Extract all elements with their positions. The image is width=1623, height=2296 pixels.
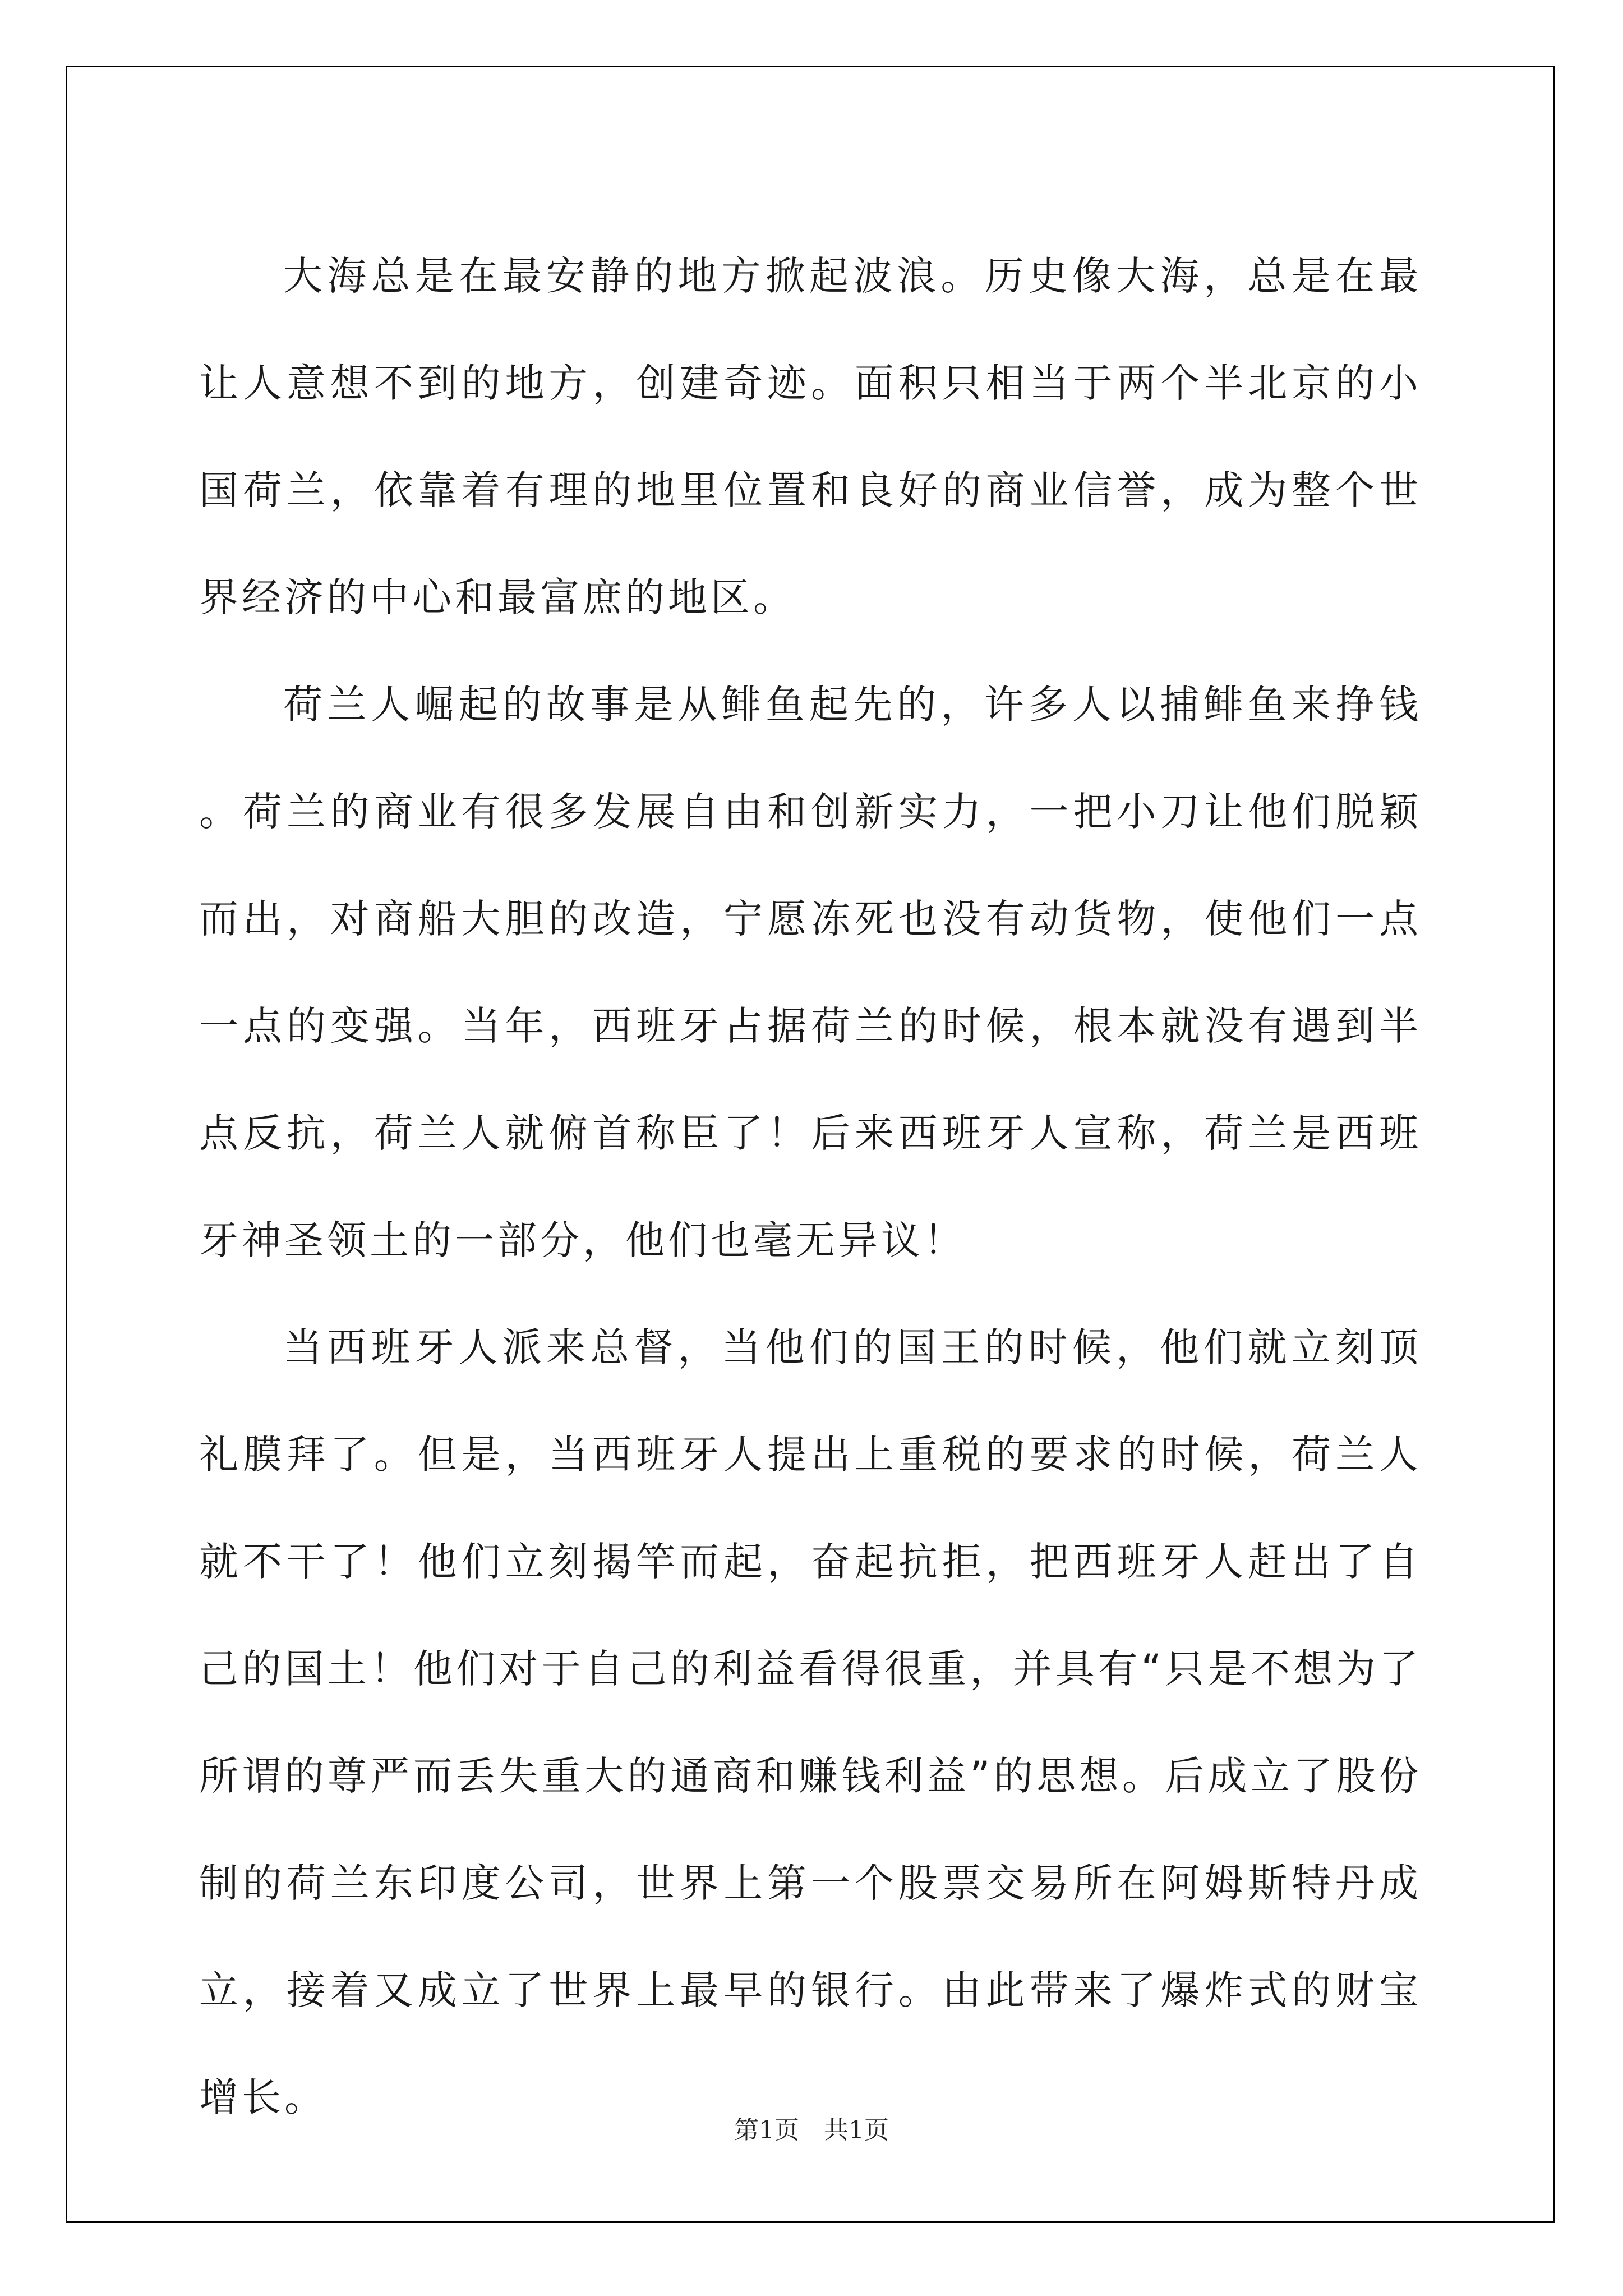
paragraph-1: 大海总是在最安静的地方掀起波浪。历史像大海，总是在最让人意想不到的地方，创建奇迹。面积只相当于两个半北京的小国荷兰，依靠着有理的地里位置和良好的商业信誉，成为整个世界经济的中心和最富庶的地区。 xyxy=(199,253,1422,620)
page-number-footer: 第1页 共1页 xyxy=(734,2116,889,2145)
paragraph-3: 当西班牙人派来总督，当他们的国王的时候，他们就立刻顶礼膜拜了。但是，当西班牙人提出上重税的要求的时候，荷兰人就不干了！他们立刻揭竿而起，奋起抗拒，把西班牙人赶出了自己的国土！他们对于自己的利益看得很重，并具有“只是不想为了所谓的尊严而丢失重大的通商和赚钱利益”的思想。后成立了股份制的荷兰东印度公司，世界上第一个股票交易所在阿姆斯特丹成立，接着又成立了世界上最早的银行。由此带来了爆炸式的财宝增长。 xyxy=(199,1324,1422,2120)
paragraph-2: 荷兰人崛起的故事是从鲱鱼起先的，许多人以捕鲱鱼来挣钱。荷兰的商业有很多发展自由和创新实力，一把小刀让他们脱颖而出，对商船大胆的改造，宁愿冻死也没有动货物，使他们一点一点的变强。当年，西班牙占据荷兰的时候，根本就没有遇到半点反抗，荷兰人就俯首称臣了！后来西班牙人宣称，荷兰是西班牙神圣领土的一部分，他们也毫无异议！ xyxy=(199,682,1422,1263)
document-body xyxy=(199,223,1422,2151)
